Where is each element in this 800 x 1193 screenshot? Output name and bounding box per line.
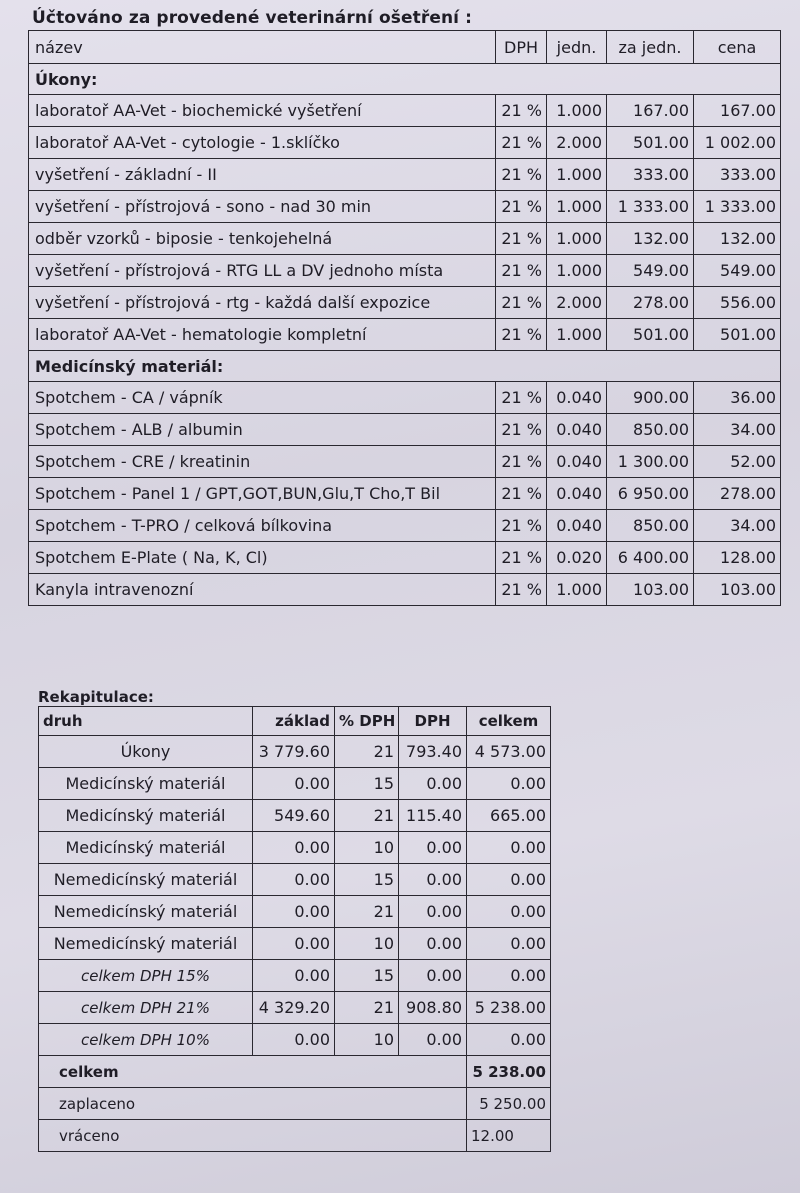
item-name: Spotchem E-Plate ( Na, K, Cl)	[29, 542, 496, 574]
item-vat: 21 %	[496, 287, 547, 319]
table-row	[29, 478, 781, 510]
item-unit-price: 900.00	[607, 382, 694, 414]
recap-druh: Úkony	[39, 736, 253, 768]
header-cena: cena	[694, 31, 781, 64]
recap-row	[39, 736, 551, 768]
item-name: Spotchem - T-PRO / celková bílkovina	[29, 510, 496, 542]
item-price: 556.00	[694, 287, 781, 319]
recap-celkem: 0.00	[467, 896, 551, 928]
table-row	[29, 574, 781, 606]
item-vat: 21 %	[496, 478, 547, 510]
recap-total-label: celkem	[39, 1056, 467, 1088]
item-price: 167.00	[694, 95, 781, 127]
item-units: 1.000	[547, 319, 607, 351]
header-nazev: název	[29, 31, 496, 64]
recap-zaklad: 0.00	[253, 864, 335, 896]
recap-pct: 15	[335, 864, 399, 896]
recap-title: Rekapitulace:	[38, 688, 154, 706]
item-unit-price: 278.00	[607, 287, 694, 319]
section-row	[29, 64, 781, 95]
item-unit-price: 850.00	[607, 414, 694, 446]
item-name: Spotchem - Panel 1 / GPT,GOT,BUN,Glu,T Cho,T Bil	[29, 478, 496, 510]
table-row	[29, 542, 781, 574]
item-name: vyšetření - přístrojová - RTG LL a DV jednoho místa	[29, 255, 496, 287]
recap-zaklad: 549.60	[253, 800, 335, 832]
table-row	[29, 414, 781, 446]
item-name: vyšetření - přístrojová - rtg - každá další expozice	[29, 287, 496, 319]
recap-row	[39, 960, 551, 992]
item-units: 2.000	[547, 287, 607, 319]
item-unit-price: 6 400.00	[607, 542, 694, 574]
recap-pct: 21	[335, 736, 399, 768]
recap-druh: Medicínský materiál	[39, 800, 253, 832]
recap-dph: 115.40	[399, 800, 467, 832]
item-price: 34.00	[694, 414, 781, 446]
recap-zaklad: 3 779.60	[253, 736, 335, 768]
table-row	[29, 95, 781, 127]
recap-zaklad: 0.00	[253, 832, 335, 864]
recap-pct: 10	[335, 928, 399, 960]
table-row	[29, 510, 781, 542]
recap-celkem: 0.00	[467, 928, 551, 960]
item-price: 501.00	[694, 319, 781, 351]
recap-row	[39, 768, 551, 800]
recap-total-row	[39, 1056, 551, 1088]
recap-dph: 0.00	[399, 768, 467, 800]
item-name: Kanyla intravenozní	[29, 574, 496, 606]
item-price: 128.00	[694, 542, 781, 574]
item-unit-price: 103.00	[607, 574, 694, 606]
recap-druh: celkem DPH 21%	[39, 992, 253, 1024]
recap-druh: Nemedicínský materiál	[39, 928, 253, 960]
item-price: 549.00	[694, 255, 781, 287]
item-unit-price: 549.00	[607, 255, 694, 287]
recap-header-dph: DPH	[399, 707, 467, 736]
section-row	[29, 351, 781, 382]
item-unit-price: 501.00	[607, 319, 694, 351]
recap-dph: 0.00	[399, 896, 467, 928]
header-jedn: jedn.	[547, 31, 607, 64]
recap-total-value: 5 250.00	[467, 1088, 551, 1120]
item-name: laboratoř AA-Vet - cytologie - 1.sklíčko	[29, 127, 496, 159]
recap-total-value: 12.00	[467, 1120, 551, 1152]
section-label: Medicínský materiál:	[29, 351, 781, 382]
item-vat: 21 %	[496, 446, 547, 478]
recap-druh: celkem DPH 10%	[39, 1024, 253, 1056]
recap-total-row	[39, 1088, 551, 1120]
header-za-jedn: za jedn.	[607, 31, 694, 64]
item-unit-price: 850.00	[607, 510, 694, 542]
recap-header-row	[39, 707, 551, 736]
recap-header-pct: % DPH	[335, 707, 399, 736]
header-dph: DPH	[496, 31, 547, 64]
table-row	[29, 127, 781, 159]
recap-zaklad: 0.00	[253, 928, 335, 960]
item-units: 0.040	[547, 478, 607, 510]
item-units: 0.040	[547, 510, 607, 542]
recap-pct: 15	[335, 768, 399, 800]
item-price: 34.00	[694, 510, 781, 542]
table-row	[29, 159, 781, 191]
item-price: 132.00	[694, 223, 781, 255]
item-price: 333.00	[694, 159, 781, 191]
item-unit-price: 6 950.00	[607, 478, 694, 510]
item-vat: 21 %	[496, 127, 547, 159]
recap-total-label: zaplaceno	[39, 1088, 467, 1120]
item-units: 1.000	[547, 191, 607, 223]
recap-row	[39, 1024, 551, 1056]
item-vat: 21 %	[496, 574, 547, 606]
item-vat: 21 %	[496, 159, 547, 191]
recap-druh: Nemedicínský materiál	[39, 864, 253, 896]
recap-pct: 21	[335, 800, 399, 832]
recap-zaklad: 0.00	[253, 768, 335, 800]
recap-header-druh: druh	[39, 707, 253, 736]
item-price: 36.00	[694, 382, 781, 414]
item-vat: 21 %	[496, 95, 547, 127]
recap-celkem: 0.00	[467, 960, 551, 992]
table-row	[29, 223, 781, 255]
recap-row	[39, 896, 551, 928]
recap-row	[39, 864, 551, 896]
recap-celkem: 0.00	[467, 1024, 551, 1056]
item-units: 0.020	[547, 542, 607, 574]
item-units: 0.040	[547, 414, 607, 446]
item-unit-price: 501.00	[607, 127, 694, 159]
item-units: 2.000	[547, 127, 607, 159]
item-vat: 21 %	[496, 510, 547, 542]
item-vat: 21 %	[496, 414, 547, 446]
recap-druh: celkem DPH 15%	[39, 960, 253, 992]
recap-celkem: 4 573.00	[467, 736, 551, 768]
item-units: 0.040	[547, 446, 607, 478]
item-unit-price: 132.00	[607, 223, 694, 255]
item-name: vyšetření - základní - II	[29, 159, 496, 191]
item-name: odběr vzorků - biposie - tenkojehelná	[29, 223, 496, 255]
recap-header-celkem: celkem	[467, 707, 551, 736]
table-row	[29, 191, 781, 223]
recap-dph: 0.00	[399, 832, 467, 864]
item-units: 1.000	[547, 159, 607, 191]
recap-druh: Medicínský materiál	[39, 832, 253, 864]
recap-row	[39, 832, 551, 864]
item-name: Spotchem - ALB / albumin	[29, 414, 496, 446]
table-row	[29, 446, 781, 478]
item-name: laboratoř AA-Vet - biochemické vyšetření	[29, 95, 496, 127]
recap-celkem: 5 238.00	[467, 992, 551, 1024]
item-units: 1.000	[547, 574, 607, 606]
recap-pct: 10	[335, 832, 399, 864]
item-vat: 21 %	[496, 542, 547, 574]
recap-dph: 0.00	[399, 960, 467, 992]
recap-celkem: 0.00	[467, 768, 551, 800]
recap-total-value: 5 238.00	[467, 1056, 551, 1088]
item-vat: 21 %	[496, 319, 547, 351]
recap-druh: Medicínský materiál	[39, 768, 253, 800]
item-price: 1 333.00	[694, 191, 781, 223]
item-name: laboratoř AA-Vet - hematologie kompletní	[29, 319, 496, 351]
item-price: 52.00	[694, 446, 781, 478]
recap-celkem: 0.00	[467, 832, 551, 864]
table-row	[29, 287, 781, 319]
item-units: 0.040	[547, 382, 607, 414]
recap-row	[39, 800, 551, 832]
document-title: Účtováno za provedené veterinární ošetření :	[32, 8, 473, 28]
recap-row	[39, 992, 551, 1024]
recap-zaklad: 0.00	[253, 896, 335, 928]
recap-total-row	[39, 1120, 551, 1152]
item-unit-price: 1 333.00	[607, 191, 694, 223]
item-vat: 21 %	[496, 223, 547, 255]
recap-pct: 21	[335, 896, 399, 928]
item-unit-price: 1 300.00	[607, 446, 694, 478]
recap-pct: 21	[335, 992, 399, 1024]
table-header-row	[29, 31, 781, 64]
item-vat: 21 %	[496, 191, 547, 223]
item-unit-price: 333.00	[607, 159, 694, 191]
recap-dph: 0.00	[399, 928, 467, 960]
table-row	[29, 382, 781, 414]
item-price: 1 002.00	[694, 127, 781, 159]
recap-pct: 10	[335, 1024, 399, 1056]
recap-druh: Nemedicínský materiál	[39, 896, 253, 928]
services-table	[28, 30, 781, 606]
recap-zaklad: 0.00	[253, 1024, 335, 1056]
item-units: 1.000	[547, 223, 607, 255]
item-vat: 21 %	[496, 255, 547, 287]
recap-header-zaklad: základ	[253, 707, 335, 736]
item-name: vyšetření - přístrojová - sono - nad 30 min	[29, 191, 496, 223]
item-price: 103.00	[694, 574, 781, 606]
item-name: Spotchem - CRE / kreatinin	[29, 446, 496, 478]
recap-zaklad: 4 329.20	[253, 992, 335, 1024]
item-units: 1.000	[547, 95, 607, 127]
recap-dph: 0.00	[399, 864, 467, 896]
item-price: 278.00	[694, 478, 781, 510]
table-row	[29, 255, 781, 287]
recap-celkem: 665.00	[467, 800, 551, 832]
item-vat: 21 %	[496, 382, 547, 414]
recap-table	[38, 706, 551, 1152]
item-unit-price: 167.00	[607, 95, 694, 127]
recap-total-label: vráceno	[39, 1120, 467, 1152]
item-name: Spotchem - CA / vápník	[29, 382, 496, 414]
recap-row	[39, 928, 551, 960]
recap-dph: 908.80	[399, 992, 467, 1024]
item-units: 1.000	[547, 255, 607, 287]
recap-celkem: 0.00	[467, 864, 551, 896]
recap-dph: 0.00	[399, 1024, 467, 1056]
table-row	[29, 319, 781, 351]
recap-zaklad: 0.00	[253, 960, 335, 992]
section-label: Úkony:	[29, 64, 781, 95]
recap-dph: 793.40	[399, 736, 467, 768]
recap-pct: 15	[335, 960, 399, 992]
